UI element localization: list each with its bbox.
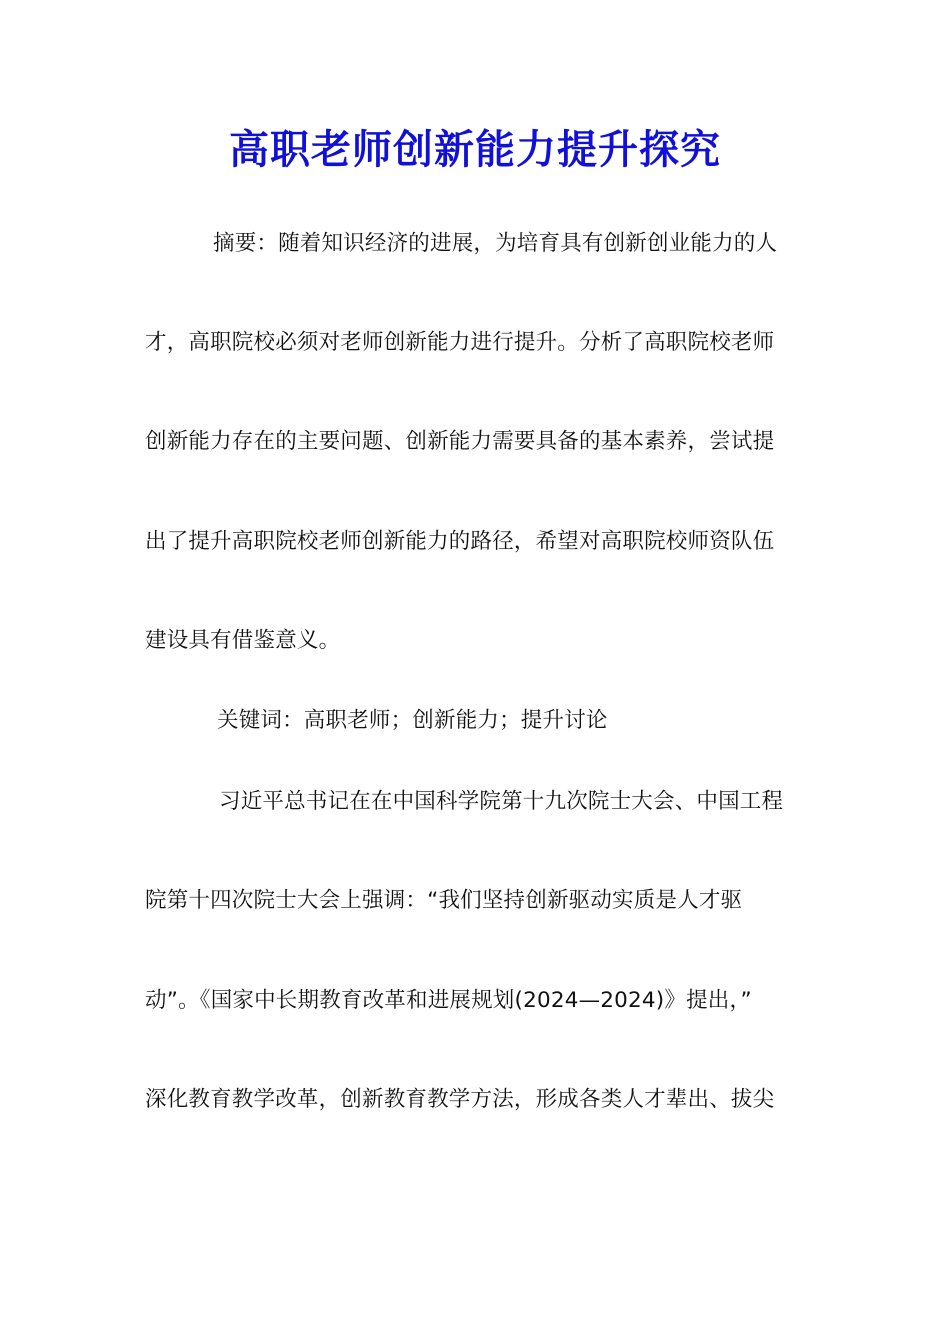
abstract-line-2: 才，高职院校必须对老师创新能力进行提升。分析了高职院校老师: [145, 330, 775, 355]
body-line-3: 动”。《国家中长期教育改革和进展规划(2024—2024)》提出，”: [145, 988, 752, 1013]
keywords-line: 关键词：高职老师；创新能力；提升讨论: [217, 708, 608, 733]
body-line-2: 院第十四次院士大会上强调：“我们坚持创新驱动实质是人才驱: [145, 888, 743, 913]
abstract-line-4: 出了提升高职院校老师创新能力的路径，希望对高职院校师资队伍: [145, 529, 775, 554]
abstract-line-1: 摘要：随着知识经济的进展，为培育具有创新创业能力的人: [213, 231, 778, 256]
body-line-4: 深化教育教学改革，创新教育教学方法，形成各类人才辈出、拔尖: [145, 1087, 775, 1112]
abstract-line-5: 建设具有借鉴意义。: [145, 628, 341, 653]
body-line-1: 习近平总书记在在中国科学院第十九次院士大会、中国工程: [219, 789, 784, 814]
document-title: 高职老师创新能力提升探究: [229, 126, 721, 173]
abstract-line-3: 创新能力存在的主要问题、创新能力需要具备的基本素养，尝试提: [145, 429, 775, 454]
